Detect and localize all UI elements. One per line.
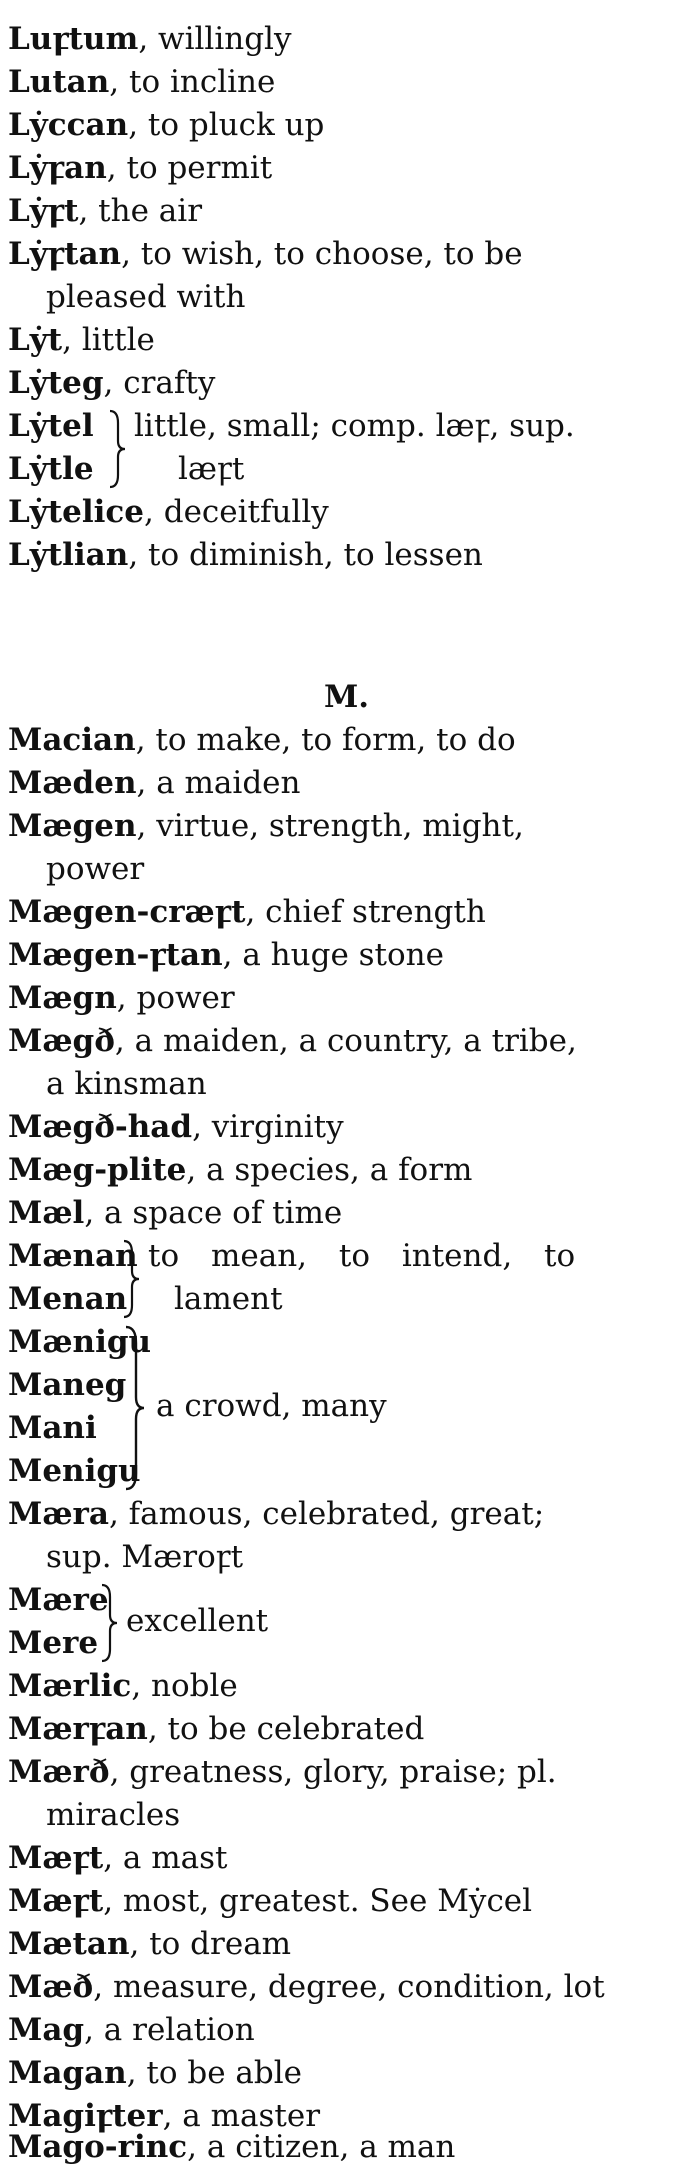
entry-continuation: sup. Mæroꝼt (46, 1539, 244, 1575)
entry-continuation: miracles (46, 1797, 181, 1833)
entry-maerlic: Mærlic, noble (8, 1668, 238, 1704)
group-definition: to mean, to intend, to (148, 1238, 576, 1274)
group-definition: læꝼt (178, 451, 245, 487)
entry-maegen-craeft: Mægen-cræꝼt, chief strength (8, 894, 486, 930)
entry-maeg-plite: Mæg-plite, a species, a form (8, 1152, 473, 1188)
entry-mael: Mæl, a space of time (8, 1195, 343, 1231)
entry-maera: Mæra, famous, celebrated, great; sup. Mæroꝼt (8, 1493, 681, 1579)
entry-lytel-group (8, 405, 94, 491)
entry-continuation: pleased with (46, 279, 246, 315)
entry-macian: Macian, to make, to form, to do (8, 722, 516, 758)
entry-maegth-had: Mægð-had, virginity (8, 1109, 344, 1145)
group-definition: excellent (126, 1603, 269, 1639)
entry-continuation: a kinsman (46, 1066, 207, 1102)
group-word: Menigu (8, 1453, 141, 1489)
entry-maersan: Mærꝼan, to be celebrated (8, 1711, 425, 1747)
group-word: Mære (8, 1582, 109, 1618)
entry-maerth: Mærð, greatness, glory, praise; pl. miracles (8, 1751, 681, 1837)
entry-maetan: Mætan, to dream (8, 1926, 292, 1962)
entry-maest-mast: Mæꝼt, a mast (8, 1840, 228, 1876)
entry-lyccan: Lẏccan, to pluck up (8, 107, 325, 143)
entry-maenan-group (8, 1235, 138, 1321)
entry-maeden: Mæden, a maiden (8, 765, 301, 801)
entry-lyt: Lẏt, little (8, 322, 155, 358)
group-word: Mænigu (8, 1324, 152, 1360)
section-heading: M. (323, 679, 370, 715)
group-definition: a crowd, many (156, 1388, 387, 1424)
entry-lyftan: Lẏꝼtan, to wish, to choose, to be pleased with (8, 233, 681, 319)
brace-icon (122, 1325, 148, 1491)
entry-lutan: Lutan, to incline (8, 64, 276, 100)
entry-maegth: Mægð, a maiden, a country, a tribe, a kinsman (8, 1020, 681, 1106)
brace-icon (106, 409, 128, 489)
group-definition: little, small; comp. læꝼ, sup. (134, 408, 575, 444)
entry-maest-most: Mæꝼt, most, greatest. See Mẏcel (8, 1883, 533, 1919)
entry-continuation: power (46, 851, 145, 887)
entry-maeth: Mæð, measure, degree, condition, lot (8, 1969, 605, 2005)
entry-luftum: Luꝼtum, willingly (8, 21, 292, 57)
entry-mago-rinc: Mago-rinc, a citizen, a man (8, 2129, 456, 2165)
group-word: Mænan (8, 1238, 138, 1274)
group-word: Lẏtle (8, 451, 94, 487)
entry-lytlian: Lẏtlian, to diminish, to lessen (8, 537, 483, 573)
entry-magan: Magan, to be able (8, 2055, 303, 2091)
entry-lyteg: Lẏteg, crafty (8, 365, 216, 401)
group-word: Mere (8, 1625, 99, 1661)
group-word: Menan (8, 1281, 128, 1317)
entry-maegn: Mægn, power (8, 980, 235, 1016)
entry-maere-group (8, 1579, 109, 1665)
entry-lytelice: Lẏtelice, deceitfully (8, 494, 329, 530)
entry-mag: Mag, a relation (8, 2012, 255, 2048)
group-word: Mani (8, 1410, 97, 1446)
group-word: Maneg (8, 1367, 127, 1403)
entry-lyft: Lẏꝼt, the air (8, 193, 203, 229)
brace-icon (120, 1239, 142, 1319)
entry-lyfan: Lẏꝼan, to permit (8, 150, 273, 186)
brace-icon (98, 1583, 120, 1663)
entry-maegen: Mægen, virtue, strength, might, power (8, 805, 681, 891)
entry-magister: Magiꝼter, a master (8, 2098, 321, 2134)
entry-maegen-stan: Mægen-ꝼtan, a huge stone (8, 937, 444, 973)
group-definition: lament (174, 1281, 283, 1317)
group-word: Lẏtel (8, 408, 94, 444)
